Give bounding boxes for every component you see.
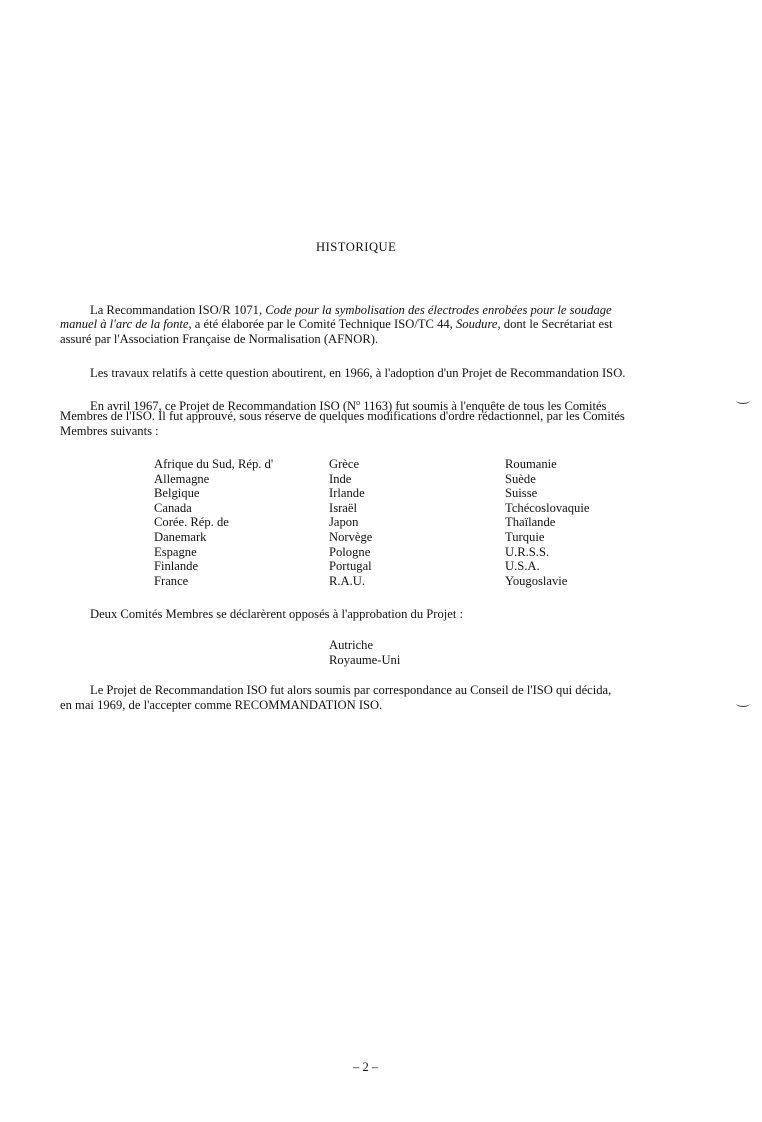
member-country: Turquie	[505, 530, 545, 544]
paragraph-line	[60, 317, 613, 332]
member-country: Corée. Rép. de	[154, 515, 229, 530]
member-country: Suisse	[505, 486, 538, 501]
paragraph-line: assuré par l'Association Française de Normalisation (AFNOR).	[60, 332, 379, 346]
page-title: HISTORIQUE	[316, 240, 397, 254]
member-country: Irlande	[329, 486, 365, 501]
paragraph-2: Les travaux relatifs à cette question aboutirent, en 1966, à l'adoption d'un Projet de Recommandation ISO.	[90, 366, 626, 380]
member-country: France	[154, 573, 189, 588]
paragraph-line	[90, 303, 612, 318]
paragraph-5-line: en mai 1969, de l'accepter comme RECOMMANDATION ISO.	[60, 698, 383, 712]
italic-committee: Soudure	[455, 317, 498, 331]
italic-title: Code pour la symbolisation des électrodes enrobées pour le soudage	[265, 303, 612, 317]
text: , dont le Secrétariat est	[497, 317, 613, 331]
member-country: R.A.U.	[329, 573, 366, 588]
member-country: Suède	[505, 471, 536, 486]
member-country: U.S.A.	[505, 559, 540, 574]
text: , a été élaborée par le Comité Technique ISO/TC 44,	[188, 317, 456, 331]
margin-mark-icon	[736, 397, 750, 404]
member-country: Finlande	[154, 559, 199, 574]
member-country: Roumanie	[505, 457, 557, 471]
text: En avril 1967, ce Projet de Recommandation ISO (N	[90, 399, 357, 414]
member-country: Allemagne	[154, 471, 210, 486]
paragraph-5-line: Le Projet de Recommandation ISO fut alors soumis par correspondance au Conseil de l'ISO qui décida,	[90, 683, 612, 697]
member-country: Israël	[329, 500, 357, 515]
member-country: Afrique du Sud, Rép. d'	[154, 457, 274, 471]
member-country: Espagne	[154, 544, 197, 559]
margin-mark-icon	[736, 700, 750, 707]
paragraph-line: Membres de l'ISO. Il fut approuvé, sous réserve de quelques modifications d'ordre rédactionnel, par les Comités	[60, 409, 625, 423]
member-country: Norvège	[329, 530, 373, 544]
text: 1163) fut soumis à l'enquête de tous les Comités	[360, 399, 607, 414]
paragraph-line: Membres suivants :	[60, 424, 159, 438]
member-country: U.R.S.S.	[505, 544, 550, 559]
page-number: – 2 –	[353, 1060, 379, 1074]
member-country: Grèce	[329, 457, 360, 471]
member-country: Yougoslavie	[505, 573, 568, 588]
member-country: Pologne	[329, 544, 371, 559]
superscript: o	[356, 398, 361, 407]
italic-title: manuel à l'arc de la fonte	[60, 317, 189, 331]
member-country: Inde	[329, 471, 352, 486]
opposing-member: Autriche	[329, 638, 374, 652]
paragraph-4: Deux Comités Membres se déclarèrent opposés à l'approbation du Projet :	[90, 607, 463, 621]
member-country: Danemark	[154, 530, 207, 544]
opposing-member: Royaume-Uni	[329, 653, 401, 667]
member-country: Belgique	[154, 486, 200, 501]
member-country: Tchécoslovaquie	[505, 500, 590, 515]
member-country: Japon	[329, 515, 359, 530]
member-country: Canada	[154, 500, 192, 515]
text: La Recommandation ISO/R 1071,	[90, 303, 266, 317]
member-country: Thaïlande	[505, 515, 556, 530]
member-country: Portugal	[329, 559, 372, 574]
